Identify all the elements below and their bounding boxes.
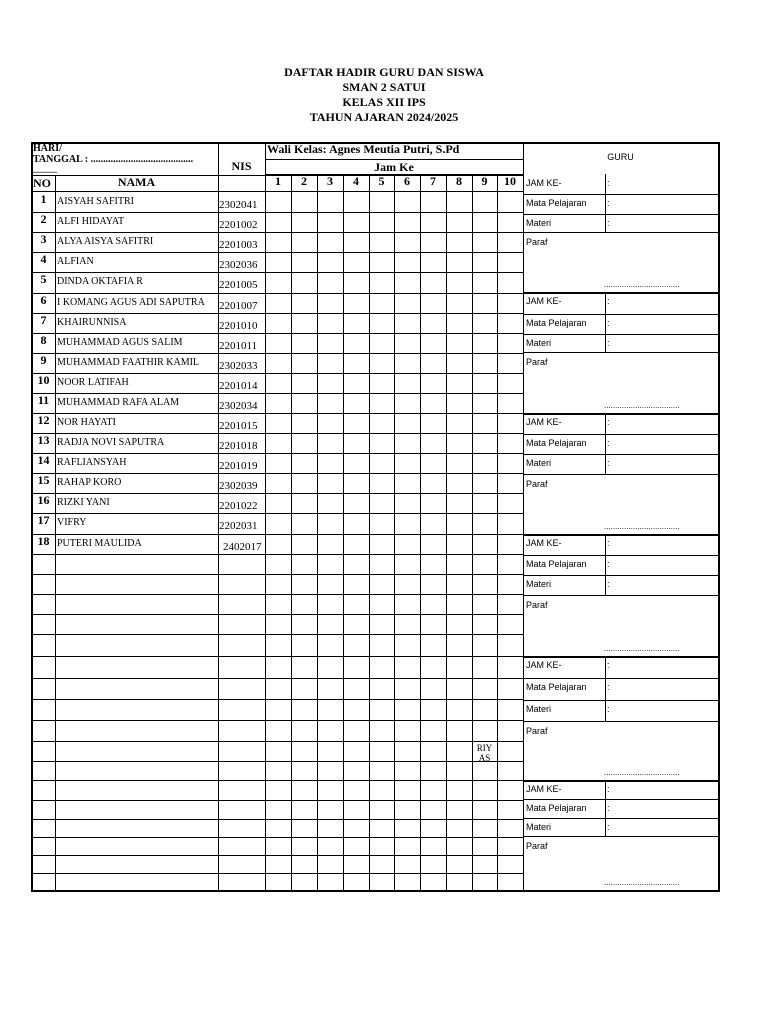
student-no: 3 — [40, 232, 47, 246]
student-name: DINDA OKTAFIA R — [57, 276, 143, 287]
guru-signature-line: .................................. — [604, 522, 680, 531]
guru-colon: : — [607, 438, 610, 448]
column-line — [291, 174, 292, 890]
student-nis: 2201002 — [219, 219, 258, 231]
note-riyas: AS — [478, 753, 491, 763]
row-line — [31, 313, 523, 314]
guru-row-line — [523, 799, 718, 800]
student-name: ALFI HIDAYAT — [57, 216, 125, 227]
guru-divider — [605, 780, 606, 836]
student-name: RADJA NOVI SAPUTRA — [57, 437, 165, 448]
row-line — [31, 473, 523, 474]
student-nis: 2201007 — [219, 300, 258, 312]
guru-divider — [605, 292, 606, 352]
row-line — [31, 594, 523, 595]
guru-mapel-label: Mata Pelajaran — [526, 438, 587, 448]
student-no: 7 — [40, 313, 47, 327]
row-line — [31, 634, 523, 635]
guru-divider — [605, 174, 606, 232]
column-line — [265, 142, 266, 890]
row-line — [31, 493, 523, 494]
row-line — [31, 656, 523, 657]
guru-signature-line: .................................. — [604, 878, 680, 887]
student-no: 8 — [40, 333, 47, 347]
class-name: KELAS XII IPS — [342, 95, 426, 109]
guru-colon: : — [607, 198, 610, 208]
guru-colon: : — [607, 318, 610, 328]
nis-header: NIS — [231, 159, 252, 173]
guru-mapel-label: Mata Pelajaran — [526, 198, 587, 208]
guru-colon: : — [607, 579, 610, 589]
guru-row-line — [523, 352, 718, 353]
guru-colon: : — [607, 682, 610, 692]
hour-header-6: 6 — [404, 174, 410, 188]
guru-colon: : — [607, 538, 610, 548]
column-line — [446, 174, 447, 890]
guru-colon: : — [607, 660, 610, 670]
row-line — [31, 819, 523, 820]
student-no: 17 — [37, 513, 50, 527]
guru-paraf-label: Paraf — [526, 237, 548, 247]
student-nis: 2302039 — [219, 480, 258, 492]
column-line — [394, 174, 395, 890]
row-line — [31, 800, 523, 801]
guru-paraf-label: Paraf — [526, 600, 548, 610]
guru-colon: : — [607, 784, 610, 794]
table-border-bottom — [31, 890, 720, 892]
student-name: MUHAMMAD FAATHIR KAMIL — [57, 357, 200, 368]
row-line — [31, 212, 523, 213]
column-line — [218, 142, 219, 890]
row-line — [31, 574, 523, 575]
row-line — [31, 373, 523, 374]
student-no: 18 — [37, 534, 50, 548]
student-name: PUTERI MAULIDA — [57, 538, 142, 549]
student-name: MUHAMMAD AGUS SALIM — [57, 337, 183, 348]
student-no: 10 — [37, 373, 50, 387]
column-line — [523, 142, 524, 890]
guru-mapel-label: Mata Pelajaran — [526, 559, 587, 569]
student-name: I KOMANG AGUS ADI SAPUTRA — [57, 297, 205, 308]
guru-materi-label: Materi — [526, 579, 552, 589]
student-no: 16 — [37, 493, 50, 507]
row-line — [31, 873, 523, 874]
guru-block-line — [523, 656, 718, 658]
student-no: 5 — [40, 272, 47, 286]
guru-paraf-label: Paraf — [526, 841, 548, 851]
guru-row-line — [523, 595, 718, 596]
guru-signature-line: .................................. — [604, 768, 680, 777]
guru-signature-line: .................................. — [604, 401, 680, 410]
student-no: 1 — [40, 192, 47, 206]
guru-colon: : — [607, 296, 610, 306]
student-nis: 2201003 — [219, 239, 258, 251]
student-no: 13 — [37, 433, 50, 447]
column-line — [317, 174, 318, 890]
guru-materi-label: Materi — [526, 704, 552, 714]
guru-jam-label: JAM KE- — [526, 660, 562, 670]
student-name: AISYAH SAFITRI — [57, 196, 134, 207]
student-no: 14 — [37, 453, 50, 467]
column-line — [420, 174, 421, 890]
student-nis: 2201015 — [219, 420, 258, 432]
student-nis: 2201011 — [219, 340, 258, 352]
guru-colon: : — [607, 417, 610, 427]
guru-paraf-label: Paraf — [526, 726, 548, 736]
student-no: 11 — [37, 393, 50, 407]
row-line — [31, 741, 523, 742]
guru-jam-label: JAM KE- — [526, 296, 562, 306]
hour-header-4: 4 — [353, 174, 359, 188]
row-line — [31, 614, 523, 615]
guru-colon: : — [607, 338, 610, 348]
guru-materi-label: Materi — [526, 822, 552, 832]
row-line — [31, 554, 523, 555]
guru-mapel-label: Mata Pelajaran — [526, 318, 587, 328]
row-line — [31, 453, 523, 454]
hour-header-2: 2 — [301, 174, 307, 188]
guru-row-line — [523, 836, 718, 837]
student-nis: 2201022 — [219, 500, 258, 512]
student-nis: 2201019 — [219, 460, 258, 472]
student-nis: 2201010 — [219, 320, 258, 332]
document-title: DAFTAR HADIR GURU DAN SISWA — [284, 65, 484, 79]
student-nis: 2201014 — [219, 380, 258, 392]
guru-block-line — [523, 534, 718, 536]
row-line — [31, 393, 523, 394]
student-name: ALYA AISYA SAFITRI — [57, 236, 154, 247]
guru-signature-line: .................................. — [604, 644, 680, 653]
hour-header-1: 1 — [275, 174, 281, 188]
guru-paraf-label: Paraf — [526, 357, 548, 367]
guru-materi-label: Materi — [526, 218, 552, 228]
student-name: MUHAMMAD RAFA ALAM — [57, 397, 180, 408]
student-nis: 2202031 — [219, 520, 258, 532]
student-name: NOOR LATIFAH — [57, 377, 129, 388]
hour-header-5: 5 — [378, 174, 385, 188]
guru-divider — [605, 413, 606, 474]
student-no: 15 — [37, 473, 50, 487]
guru-row-line — [523, 818, 718, 819]
hour-header-7: 7 — [430, 174, 436, 188]
guru-materi-label: Materi — [526, 458, 552, 468]
row-line — [31, 232, 523, 233]
guru-block-line — [523, 780, 718, 782]
student-nis: 2201005 — [219, 279, 258, 291]
student-nis: 2201018 — [219, 440, 258, 452]
student-nis: 2302033 — [219, 360, 258, 372]
guru-colon: : — [607, 458, 610, 468]
header-line — [31, 191, 523, 192]
guru-block-line — [523, 292, 718, 294]
guru-jam-label: JAM KE- — [526, 417, 562, 427]
row-line — [31, 678, 523, 679]
row-line — [31, 761, 523, 762]
jam-ke-header: Jam Ke — [374, 160, 414, 174]
guru-signature-line: .................................. — [604, 280, 680, 289]
row-line — [31, 699, 523, 700]
guru-row-line — [523, 434, 718, 435]
no-header: NO — [33, 176, 51, 190]
guru-jam-label: JAM KE- — [526, 784, 562, 794]
guru-row-line — [523, 700, 718, 701]
guru-row-line — [523, 555, 718, 556]
column-line — [343, 174, 344, 890]
note-riyas: RIY — [476, 743, 493, 753]
guru-row-line — [523, 334, 718, 335]
student-name: VIFRY — [57, 517, 87, 528]
guru-colon: : — [607, 178, 610, 188]
student-nis: 2402017 — [223, 541, 262, 553]
student-nis: 2302036 — [219, 259, 258, 271]
guru-row-line — [523, 314, 718, 315]
guru-paraf-label: Paraf — [526, 479, 548, 489]
student-name: RAHAP KORO — [57, 477, 122, 488]
row-line — [31, 353, 523, 354]
tanggal-label: TANGGAL : ......................................... — [33, 154, 194, 165]
guru-colon: : — [607, 803, 610, 813]
student-no: 12 — [37, 413, 50, 427]
student-no: 9 — [40, 353, 47, 367]
hour-header-9: 9 — [481, 174, 488, 188]
student-no: 6 — [40, 293, 47, 307]
guru-block-line — [523, 413, 718, 415]
row-line — [31, 534, 523, 535]
guru-colon: : — [607, 822, 610, 832]
row-line — [31, 413, 523, 414]
row-line — [31, 252, 523, 253]
column-line — [472, 174, 473, 890]
guru-mapel-label: Mata Pelajaran — [526, 682, 587, 692]
student-no: 2 — [40, 212, 47, 226]
school-name: SMAN 2 SATUI — [342, 80, 426, 94]
column-line — [497, 174, 498, 890]
guru-row-line — [523, 721, 718, 722]
guru-row-line — [523, 214, 718, 215]
nama-header: NAMA — [117, 175, 156, 189]
tanggal-dots: ............ — [33, 166, 57, 175]
guru-row-line — [523, 474, 718, 475]
hour-header-10: 10 — [504, 174, 516, 188]
column-line — [55, 175, 56, 890]
row-line — [31, 272, 523, 273]
guru-colon: : — [607, 218, 610, 228]
guru-colon: : — [607, 559, 610, 569]
student-name: NOR HAYATI — [57, 417, 116, 428]
row-line — [31, 293, 523, 294]
student-nis: 2302041 — [219, 199, 258, 211]
guru-divider — [605, 656, 606, 721]
student-name: KHAIRUNNISA — [57, 317, 127, 328]
table-border-right — [718, 142, 720, 892]
row-line — [31, 513, 523, 514]
row-line — [31, 720, 523, 721]
guru-row-line — [523, 678, 718, 679]
guru-row-line — [523, 454, 718, 455]
guru-jam-label: JAM KE- — [526, 178, 562, 188]
student-no: 4 — [40, 252, 47, 266]
guru-mapel-label: Mata Pelajaran — [526, 803, 587, 813]
guru-jam-label: JAM KE- — [526, 538, 562, 548]
column-line — [369, 174, 370, 890]
row-line — [31, 837, 523, 838]
row-line — [31, 855, 523, 856]
guru-materi-label: Materi — [526, 338, 552, 348]
student-name: ALFIAN — [57, 256, 94, 267]
guru-row-line — [523, 194, 718, 195]
guru-row-line — [523, 575, 718, 576]
wali-kelas: Wali Kelas: Agnes Meutia Putri, S.Pd — [267, 142, 460, 156]
student-name: RAFLIANSYAH — [57, 457, 127, 468]
hour-header-8: 8 — [456, 174, 462, 188]
hari-label: HARI/ — [33, 143, 62, 154]
student-name: RIZKI YANI — [57, 497, 110, 508]
hour-header-3: 3 — [327, 174, 333, 188]
guru-divider — [605, 534, 606, 595]
row-line — [31, 333, 523, 334]
academic-year: TAHUN AJARAN 2024/2025 — [309, 110, 459, 124]
guru-colon: : — [607, 704, 610, 714]
row-line — [31, 780, 523, 781]
guru-header: GURU — [607, 152, 634, 162]
student-nis: 2302034 — [219, 400, 258, 412]
row-line — [31, 433, 523, 434]
guru-row-line — [523, 232, 718, 233]
